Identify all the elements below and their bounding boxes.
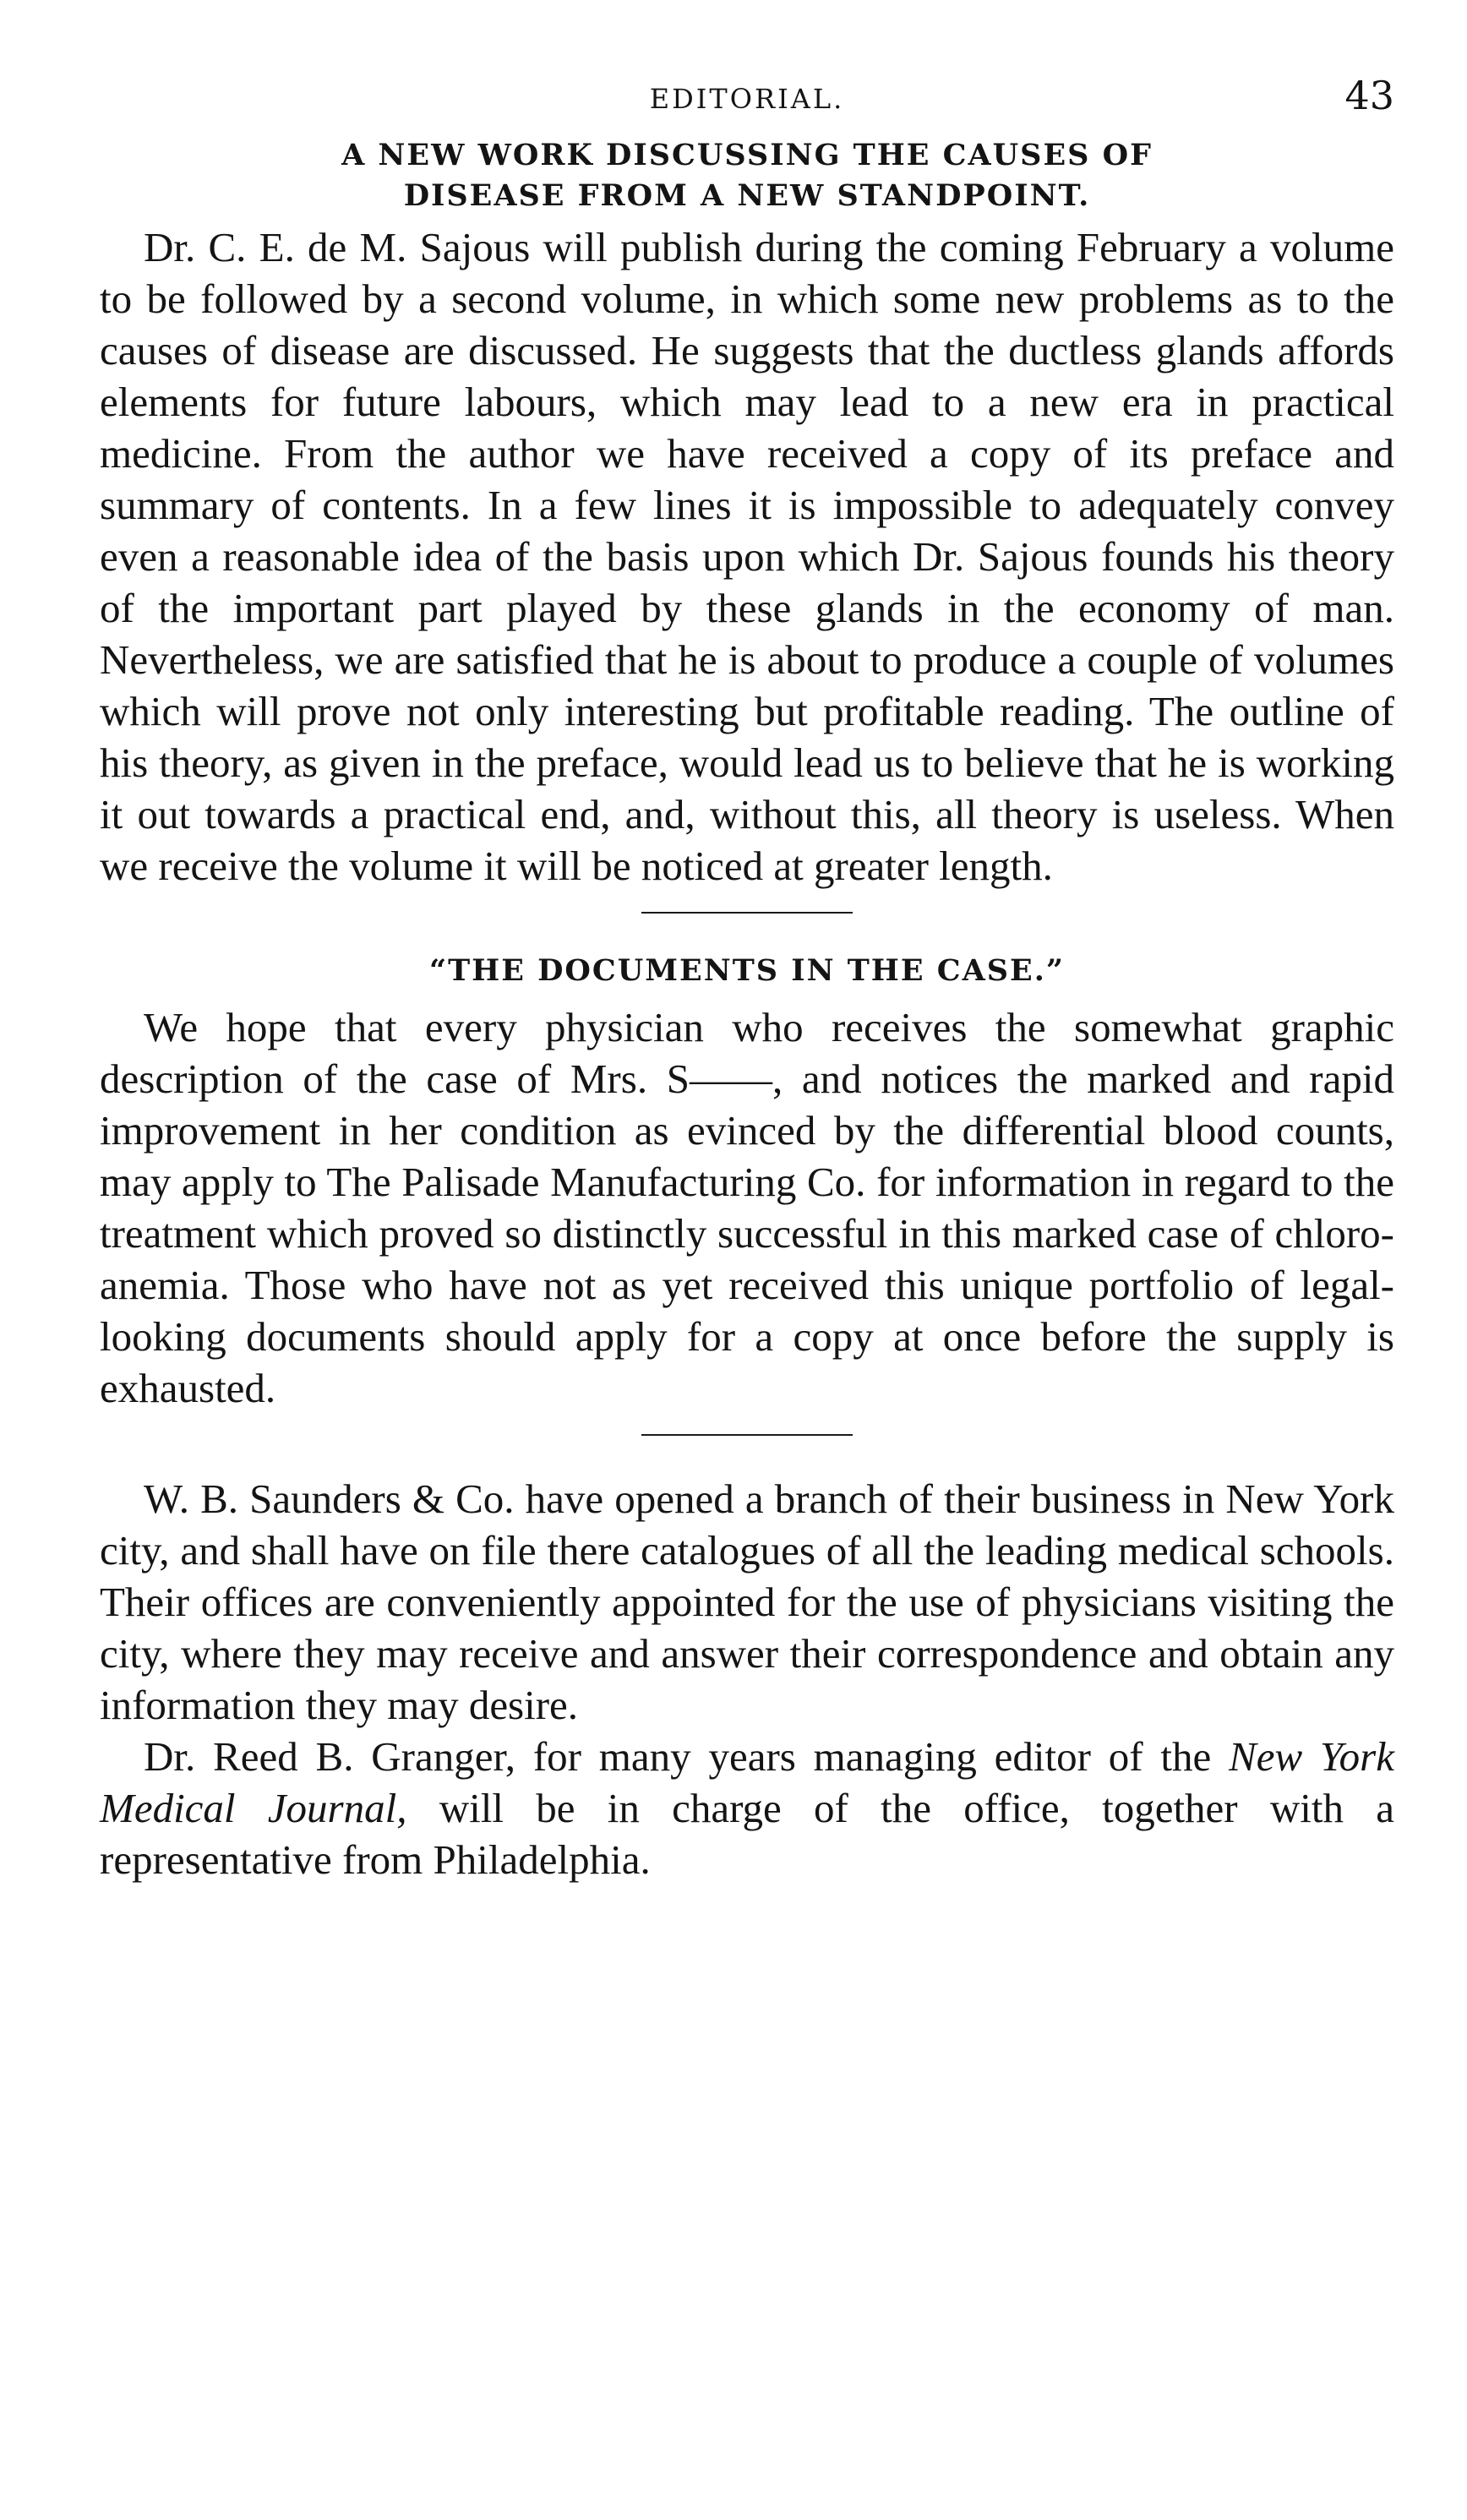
section-divider <box>641 912 853 914</box>
page-number: 43 <box>1344 73 1394 118</box>
article-body-new-work: Dr. C. E. de M. Sajous will publish during the coming February a volume to be followed by a second volume, in which some new problems as to the causes of disease are discussed. He suggests that the ductless glands affords elements for future labours, which may lead to a new era in practical medicine. From the author we have received a copy of its preface and summary of contents. In a few lines it is impossible to adequately convey even a reasonable idea of the basis upon which Dr. Sajous founds his theory of the important part played by these glands in the economy of man. Nevertheless, we are satisfied that he is about to produce a couple of volumes which will prove not only interesting but profitable reading. The outline of his theory, as given in the preface, would lead us to believe that he is working it out towards a practical end, and, without this, all theory is useless. When we receive the volume it will be noticed at greater length. <box>100 224 1394 889</box>
running-head <box>100 68 1394 135</box>
section-divider <box>641 1434 853 1436</box>
heading-line-1: A NEW WORK DISCUSSING THE CAUSES OF <box>341 138 1153 172</box>
journal-title: New York Medical Journal, <box>100 1733 1394 1831</box>
article-body-granger <box>100 1731 1394 1885</box>
article-heading-documents: “THE DOCUMENTS IN THE CASE.” <box>428 953 1066 988</box>
article-documents <box>100 951 1394 1414</box>
granger-text-after: will be in charge of the office, together with a representative from Philadelphia. <box>100 1785 1394 1883</box>
granger-text-before: Dr. Reed B. Granger, for many years managing editor of the <box>144 1733 1230 1780</box>
heading-line-2: DISEASE FROM A NEW STANDPOINT. <box>403 178 1091 213</box>
article-saunders <box>100 1473 1394 1885</box>
running-head-title: EDITORIAL. <box>649 83 845 115</box>
article-new-work <box>100 135 1394 892</box>
article-body-documents: We hope that every physician who receives the somewhat graphic description of the case of Mrs. S——, and notices the marked and rapid improvement in her condition as evinced by the differential blood counts, may apply to The Palisade Manufacturing Co. for information in regard to the treatment which proved so distinctly successful in this marked case of chloro-anemia. Those who have not as yet received this unique portfolio of legal-looking documents should apply for a copy at once before the supply is exhausted. <box>100 1004 1394 1411</box>
article-body-saunders: W. B. Saunders & Co. have opened a branch of their business in New York city, and shall have on file there catalogues of all the leading medical schools. Their offices are conveniently appointed for the use of physicians visiting the city, where they may receive and answer their correspondence and obtain any information they may desire. <box>100 1475 1394 1728</box>
article-heading-new-work <box>125 135 1369 216</box>
book-page <box>100 68 1394 1885</box>
